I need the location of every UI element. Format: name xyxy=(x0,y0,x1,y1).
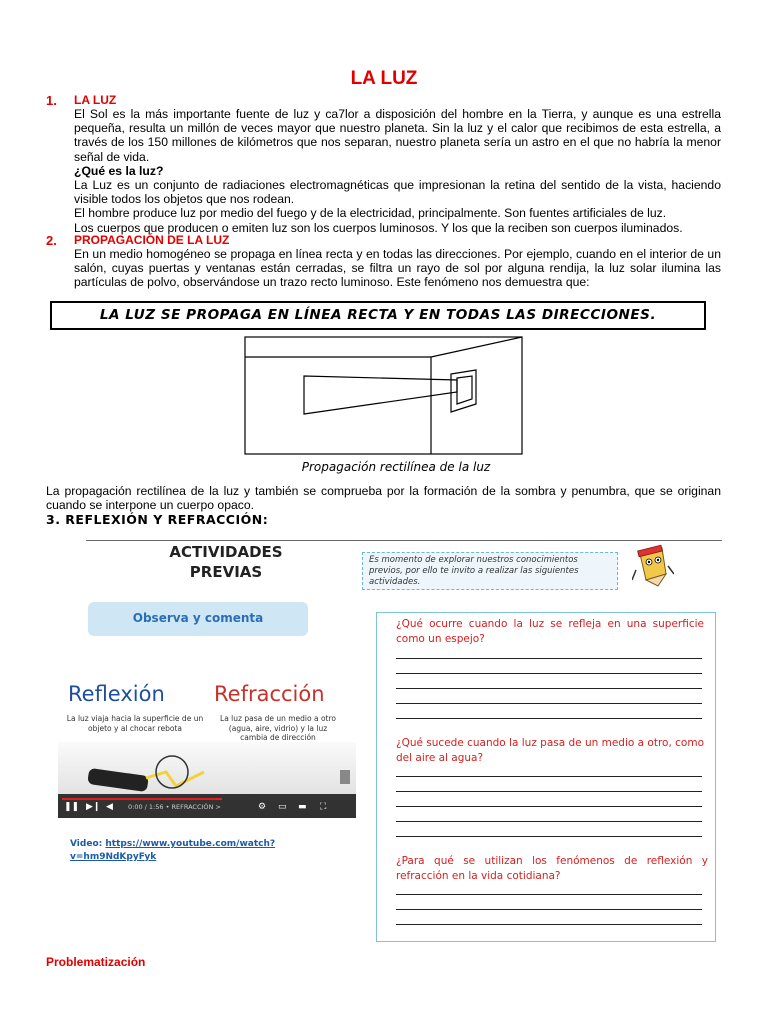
section-2-paragraph: En un medio homogéneo se propaga en línea recta y en todas las direcciones. Por ejemplo, cuando en el interior de un salón, cuyas puertas y ventanas están cerradas, se filtra un rayo de sol por alguna rendija, la luz solar ilumina las partículas de polvo, observándose un trazo recto luminoso. Este fenómeno nos demuestra que: xyxy=(74,247,721,290)
question-3: ¿Para qué se utilizan los fenómenos de reflexión y refracción en la vida cotidiana? xyxy=(396,855,708,882)
section-3-heading: 3. REFLEXIÓN Y REFRACCIÓN: xyxy=(46,512,269,527)
section-1-question: ¿Qué es la luz? xyxy=(74,163,164,178)
room-corner-top xyxy=(431,337,522,357)
observa-label: Observa y comenta xyxy=(88,602,308,636)
section-1-paragraph-definition: La Luz es un conjunto de radiaciones electromagnéticas que impresionan la retina del sentido de la vista, haciendo visible todos los objetos que nos rodean. xyxy=(74,178,721,207)
activity-title-line2: PREVIAS xyxy=(189,563,263,581)
section-2-heading: PROPAGACIÓN DE LA LUZ xyxy=(74,233,230,247)
window-opening xyxy=(457,376,472,404)
answer-line[interactable] xyxy=(396,836,702,837)
section-1-body xyxy=(74,107,721,235)
answer-line[interactable] xyxy=(396,776,702,777)
player-progress[interactable] xyxy=(62,798,222,800)
section-1-heading: LA LUZ xyxy=(74,93,117,107)
play-pause-icon[interactable]: ❚❚ xyxy=(64,802,80,812)
reflexion-title: Reflexión xyxy=(68,682,165,706)
section-2-paragraph-shadow: La propagación rectilínea de la luz y también se comprueba por la formación de la sombra y penumbra, que se originan cuando se interpone un cuerpo opaco. xyxy=(46,484,721,512)
video-link[interactable] xyxy=(70,838,300,864)
answer-line[interactable] xyxy=(396,894,702,895)
section-1-number: 1. xyxy=(46,93,57,108)
section-1-paragraph-bodies: Los cuerpos que producen o emiten luz son los cuerpos luminosos. Y los que la reciben son cuerpos iluminados. xyxy=(74,220,683,235)
pencil-mascot-icon xyxy=(632,544,674,588)
answer-line[interactable] xyxy=(396,673,702,674)
propagation-diagram xyxy=(244,336,524,456)
section-2-number: 2. xyxy=(46,233,57,248)
answer-line[interactable] xyxy=(396,924,702,925)
reflexion-description: La luz viaja hacia la superficie de un objeto y al chocar rebota xyxy=(66,714,204,733)
activity-title-line1: ACTIVIDADES xyxy=(169,543,283,561)
propagation-banner: LA LUZ SE PROPAGA EN LÍNEA RECTA Y EN TODAS LAS DIRECCIONES. xyxy=(50,301,706,330)
activity-top-rule xyxy=(86,540,722,541)
video-url[interactable]: https://www.youtube.com/watch?v=hm9NdKpyFyk xyxy=(70,839,276,862)
section-1-paragraph-sun: El Sol es la más importante fuente de luz y ca7lor a disposición del hombre en la Tierra, y aunque es una estrella pequeña, resulta un millón de veces mayor que nuestro planeta. Sin la luz y el calor que recibimos de esta estrella, a través de los 150 millones de kilómetros que nos separan, nuestro planeta sería un astro en el que no habría la menor señal de vida. xyxy=(74,107,721,164)
video-label: Video: xyxy=(70,839,103,849)
section-1-paragraph-sources: El hombre produce luz por medio del fuego y de la electricidad, principalmente. Son fuentes artificiales de luz. xyxy=(74,206,667,221)
volume-icon[interactable]: ◀ xyxy=(106,802,113,812)
answer-line[interactable] xyxy=(396,688,702,689)
settings-icon[interactable]: ⚙ xyxy=(258,802,267,812)
fullscreen-icon[interactable]: ⛶ xyxy=(320,802,327,812)
answer-line[interactable] xyxy=(396,791,702,792)
miniplayer-icon[interactable]: ▭ xyxy=(278,802,287,812)
questions-box xyxy=(376,612,716,942)
answer-line[interactable] xyxy=(396,909,702,910)
answer-line[interactable] xyxy=(396,821,702,822)
diagram-caption: Propagación rectilínea de la luz xyxy=(301,460,491,474)
answer-line[interactable] xyxy=(396,658,702,659)
refraccion-description: La luz pasa de un medio a otro (agua, aire, vidrio) y la luz cambia de dirección xyxy=(220,714,336,742)
theater-icon[interactable]: ▬ xyxy=(298,802,307,812)
problematizacion-heading: Problematización xyxy=(46,955,146,969)
page-title: LA LUZ xyxy=(350,68,418,89)
answer-line[interactable] xyxy=(396,806,702,807)
answer-line[interactable] xyxy=(396,718,702,719)
player-time: 0:00 / 1:56 • REFRACCIÓN > xyxy=(128,803,221,811)
question-1: ¿Qué ocurre cuando la luz se refleja en una superficie como un espejo? xyxy=(396,618,704,645)
room-outline xyxy=(245,337,522,454)
next-icon[interactable]: ▶❙ xyxy=(86,802,101,812)
activity-note: Es momento de explorar nuestros conocimientos previos, por ello te invito a realizar las siguientes actividades. xyxy=(362,552,618,590)
activity-image xyxy=(46,528,722,942)
question-2: ¿Qué sucede cuando la luz pasa de un medio a otro, como del aire al agua? xyxy=(396,737,704,764)
light-beam xyxy=(304,376,457,414)
refraccion-title: Refracción xyxy=(214,682,325,706)
video-player[interactable] xyxy=(58,742,356,818)
answer-line[interactable] xyxy=(396,703,702,704)
activity-title xyxy=(156,542,296,582)
